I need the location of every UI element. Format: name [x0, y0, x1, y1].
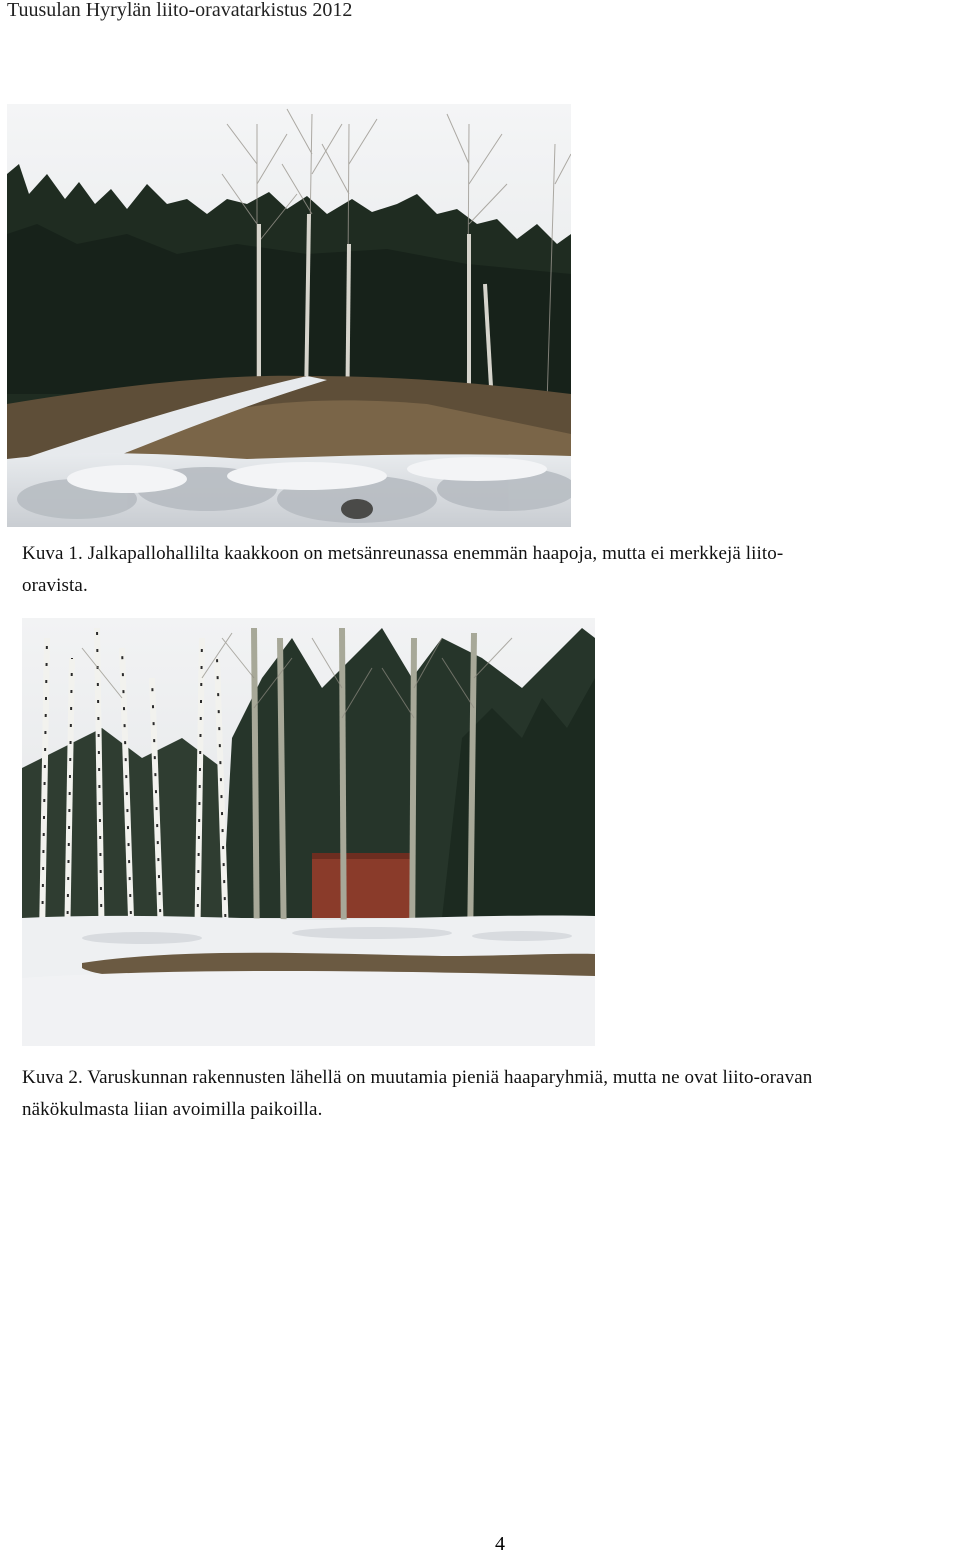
caption-1-line-2: oravista. — [22, 575, 88, 596]
caption-1-line-1: Kuva 1. Jalkapallohallilta kaakkoon on metsänreunassa enemmän haapoja, mutta ei merkkejä liito- — [22, 543, 784, 564]
figure-caption-2 — [22, 1062, 960, 1126]
page-header: Tuusulan Hyrylän liito-oravatarkistus 2012 — [7, 0, 353, 21]
photo-aspen-groups-image — [22, 618, 595, 1046]
photo-forest-edge-image — [7, 104, 571, 527]
page-number: 4 — [495, 1533, 505, 1555]
photo-forest-edge — [7, 104, 571, 527]
figure-caption-1 — [22, 538, 960, 602]
caption-2-line-1: Kuva 2. Varuskunnan rakennusten lähellä on muutamia pieniä haaparyhmiä, mutta ne ovat liito-oravan — [22, 1067, 813, 1088]
photo-aspen-groups — [22, 618, 595, 1046]
caption-2-line-2: näkökulmasta liian avoimilla paikoilla. — [22, 1099, 323, 1120]
